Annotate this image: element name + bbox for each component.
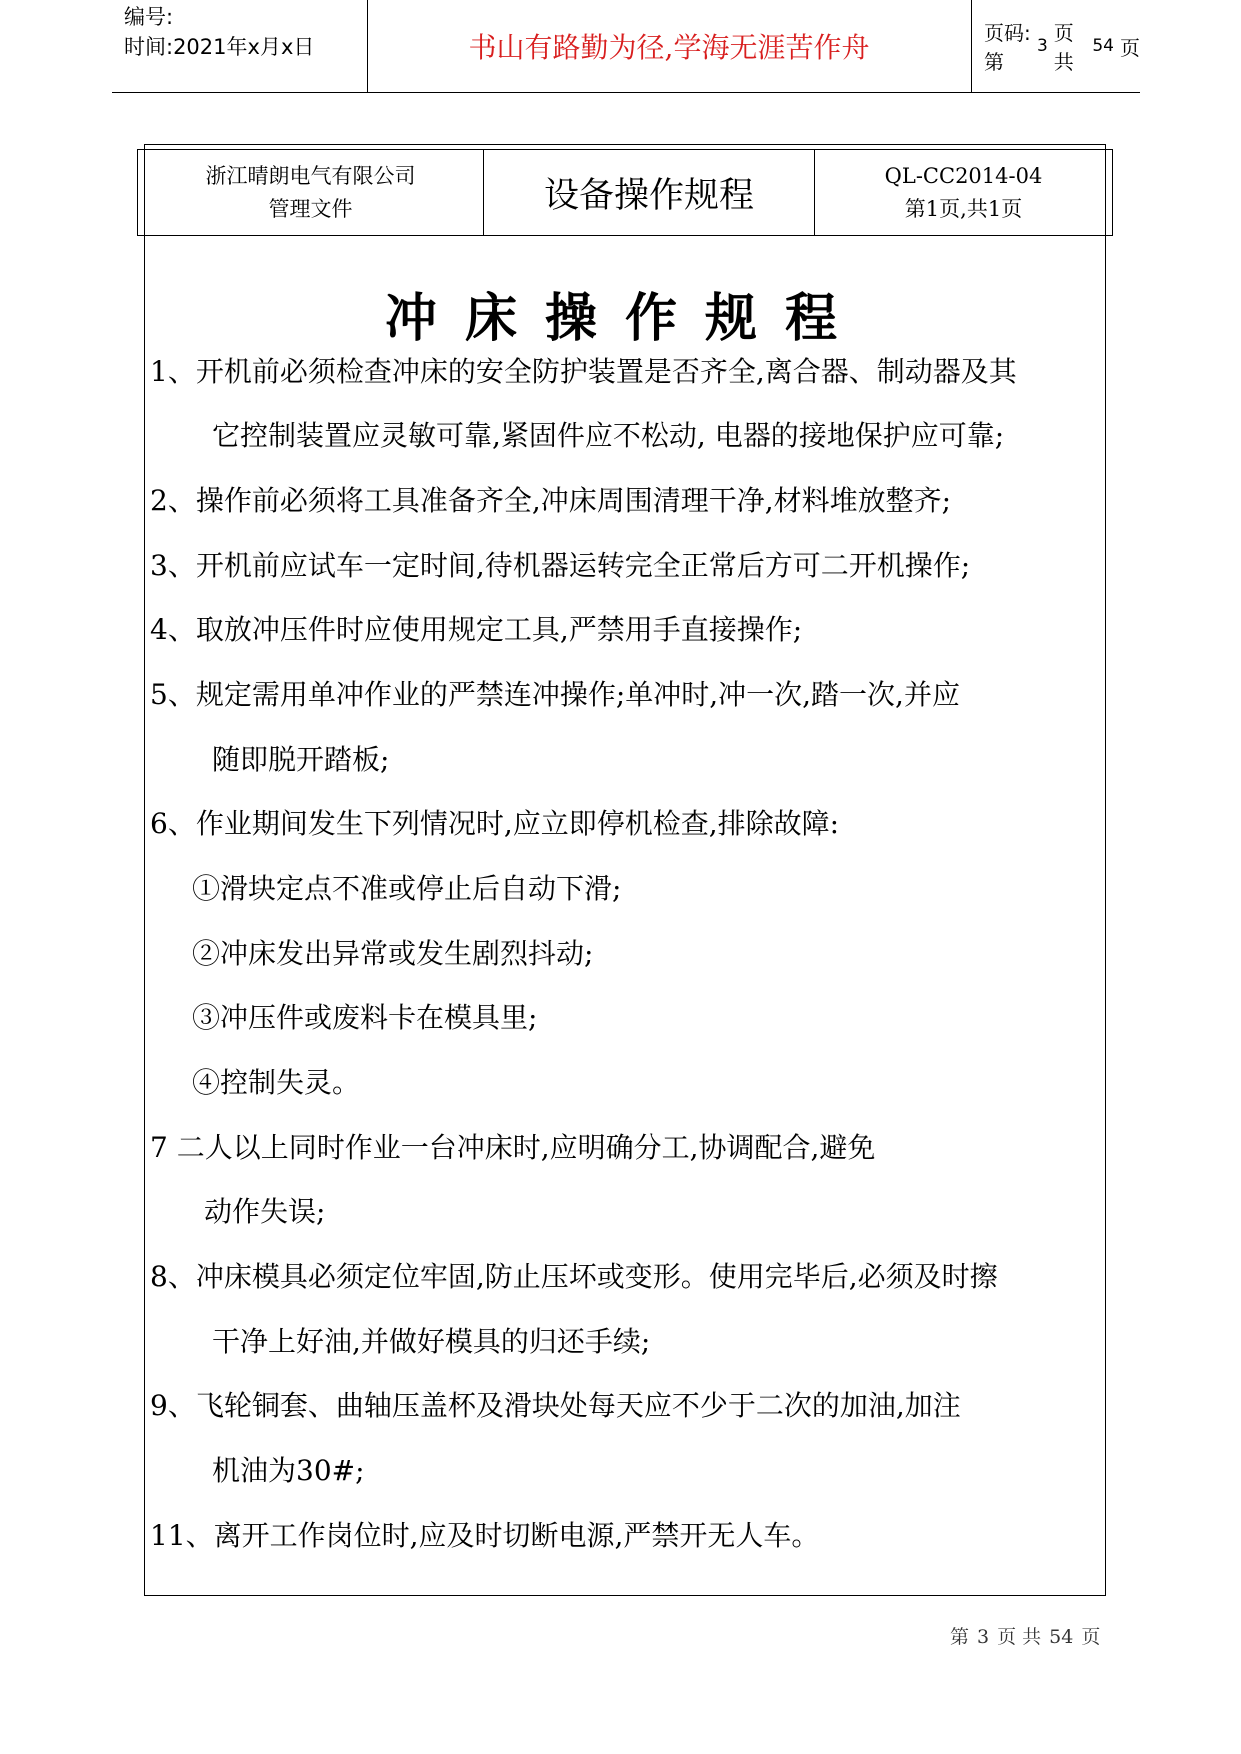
footer-current: 3 bbox=[977, 1626, 990, 1648]
page-total: 54 bbox=[1092, 36, 1114, 56]
serial-label: 编号: bbox=[124, 5, 174, 29]
doc-type: 管理文件 bbox=[268, 196, 353, 221]
page-title: 冲床操作规程 bbox=[384, 288, 865, 349]
rule-line: 9、飞轮铜套、曲轴压盖杯及滑块处每天应不少于二次的加油,加注 bbox=[150, 1389, 961, 1422]
rule-line: 动作失误; bbox=[204, 1195, 326, 1228]
rule-sub-item: ④控制失灵。 bbox=[192, 1066, 361, 1099]
header-motto: 书山有路勤为径,学海无涯苦作舟 bbox=[468, 31, 870, 64]
header-meta bbox=[124, 2, 314, 62]
page-mid: 页 共 bbox=[1053, 21, 1074, 74]
page-current: 3 bbox=[1036, 36, 1048, 56]
footer-prefix: 第 bbox=[950, 1626, 970, 1648]
rule-sub-item: ①滑块定点不准或停止后自动下滑; bbox=[192, 872, 622, 905]
footer-total: 54 bbox=[1049, 1626, 1074, 1648]
doc-code: QL-CC2014-04 bbox=[884, 163, 1043, 188]
doc-header-title: 设备操作规程 bbox=[543, 175, 754, 216]
footer-mid: 页 共 bbox=[997, 1626, 1042, 1648]
doc-page-info: 第1页,共1页 bbox=[904, 196, 1023, 221]
rule-line: 6、作业期间发生下列情况时,应立即停机检查,排除故障: bbox=[150, 807, 840, 840]
rule-line: 5、规定需用单冲作业的严禁连冲操作;单冲时,冲一次,踏一次,并应 bbox=[150, 678, 960, 711]
company-name: 浙江晴朗电气有限公司 bbox=[205, 163, 416, 188]
page-suffix: 页 bbox=[1120, 35, 1140, 60]
rule-line: 11、离开工作岗位时,应及时切断电源,严禁开无人车。 bbox=[150, 1519, 820, 1552]
doc-header-title-cell bbox=[483, 150, 815, 235]
rule-line: 干净上好油,并做好模具的归还手续; bbox=[212, 1325, 651, 1358]
time-label: 时间:2021年x月x日 bbox=[124, 35, 315, 59]
rule-sub-item: ③冲压件或废料卡在模具里; bbox=[192, 1001, 538, 1034]
rule-line: 7 二人以上同时作业一台冲床时,应明确分工,协调配合,避免 bbox=[150, 1131, 876, 1164]
doc-header-table bbox=[137, 149, 1113, 236]
rule-line: 4、取放冲压件时应使用规定工具,严禁用手直接操作; bbox=[150, 613, 803, 646]
rule-line: 8、冲床模具必须定位牢固,防止压坏或变形。使用完毕后,必须及时擦 bbox=[150, 1260, 998, 1293]
page-header bbox=[112, 0, 1140, 93]
rule-line: 1、开机前必须检查冲床的安全防护装置是否齐全,离合器、制动器及其 bbox=[150, 355, 1017, 388]
rule-line: 它控制装置应灵敏可靠,紧固件应不松动, 电器的接地保护应可靠; bbox=[212, 419, 1005, 452]
rule-line: 机油为30#; bbox=[212, 1454, 365, 1487]
doc-header-code-cell bbox=[815, 150, 1112, 235]
rule-line: 随即脱开踏板; bbox=[212, 743, 390, 776]
page-footer bbox=[950, 1622, 1108, 1649]
header-page-number bbox=[984, 0, 1140, 92]
header-divider bbox=[367, 0, 368, 92]
footer-suffix: 页 bbox=[1081, 1626, 1101, 1648]
rule-line: 2、操作前必须将工具准备齐全,冲床周围清理干净,材料堆放整齐; bbox=[150, 484, 952, 517]
rule-line: 3、开机前应试车一定时间,待机器运转完全正常后方可二开机操作; bbox=[150, 549, 971, 582]
rule-sub-item: ②冲床发出异常或发生剧烈抖动; bbox=[192, 937, 594, 970]
page-label: 页码:第 bbox=[984, 21, 1031, 74]
doc-header-company-cell bbox=[138, 150, 483, 235]
header-divider bbox=[971, 0, 972, 92]
